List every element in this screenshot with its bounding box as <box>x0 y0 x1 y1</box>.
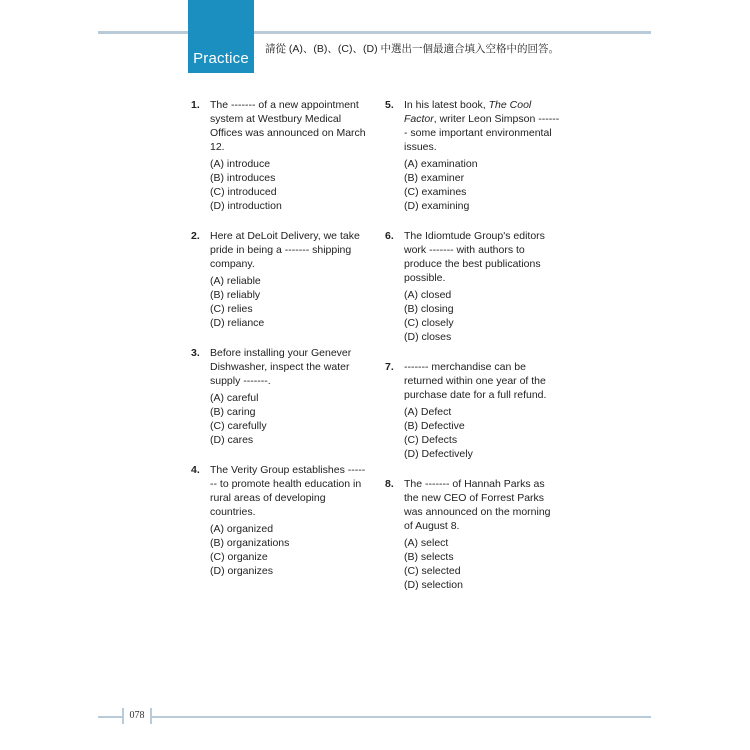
question-number: 2. <box>191 230 200 242</box>
question-stem <box>404 98 560 154</box>
option-a: (A) organized <box>210 523 274 535</box>
question-stem: The ------- of a new appointment system at Westbury Medical Offices was announced on March 12. <box>210 99 366 153</box>
option-a: (A) examination <box>404 158 478 170</box>
question-column-right <box>385 98 560 592</box>
option-d: (D) organizes <box>210 565 274 577</box>
stem-text: , writer Leon Simpson ------- some important environmental issues. <box>404 113 560 153</box>
book-title: The Cool Factor <box>404 99 532 125</box>
option-c: (C) examines <box>404 186 467 198</box>
option-d: (D) closes <box>404 331 452 343</box>
option-c: (C) selected <box>404 565 461 577</box>
option-d: (D) selection <box>404 579 463 591</box>
option-c: (C) closely <box>404 317 454 329</box>
option-a: (A) reliable <box>210 275 261 287</box>
question-number: 4. <box>191 464 200 476</box>
option-a: (A) closed <box>404 289 452 301</box>
option-d: (D) introduction <box>210 200 282 212</box>
question-1 <box>191 98 366 213</box>
question-3 <box>191 346 366 447</box>
question-8 <box>385 477 560 592</box>
question-stem: Before installing your Genever Dishwasher, inspect the water supply -------. <box>210 347 352 387</box>
question-number: 3. <box>191 347 200 359</box>
option-b: (B) reliably <box>210 289 261 301</box>
option-a: (A) select <box>404 537 449 549</box>
page-number: 078 <box>122 708 152 724</box>
practice-tab <box>188 0 254 73</box>
question-column-left <box>191 98 366 578</box>
option-d: (D) reliance <box>210 317 265 329</box>
question-2 <box>191 229 366 330</box>
stem-text: In his latest book, <box>404 99 489 111</box>
option-d: (D) cares <box>210 434 254 446</box>
footer-rule-left <box>98 716 122 718</box>
option-d: (D) examining <box>404 200 470 212</box>
question-stem: The Idiomtude Group's editors work ------- with authors to produce the best publications possible. <box>404 230 545 284</box>
question-stem: The ------- of Hannah Parks as the new CEO of Forrest Parks was announced on the morning of August 8. <box>404 478 551 532</box>
question-6 <box>385 229 560 344</box>
option-b: (B) examiner <box>404 172 465 184</box>
option-c: (C) Defects <box>404 434 458 446</box>
option-b: (B) organizations <box>210 537 290 549</box>
question-number: 6. <box>385 230 394 242</box>
question-number: 8. <box>385 478 394 490</box>
instruction-text: 請從 (A)、(B)、(C)、(D) 中選出一個最適合填入空格中的回答。 <box>265 43 559 55</box>
question-number: 7. <box>385 361 394 373</box>
option-a: (A) introduce <box>210 158 271 170</box>
option-b: (B) introduces <box>210 172 276 184</box>
option-b: (B) closing <box>404 303 454 315</box>
option-c: (C) relies <box>210 303 253 315</box>
option-b: (B) caring <box>210 406 256 418</box>
option-a: (A) Defect <box>404 406 452 418</box>
option-c: (C) introduced <box>210 186 277 198</box>
question-stem: The Verity Group establishes ------- to promote health education in rural areas of developing countries. <box>210 464 366 518</box>
option-b: (B) Defective <box>404 420 465 432</box>
practice-tab-label: Practice <box>193 50 249 67</box>
question-stem: ------- merchandise can be returned within one year of the purchase date for a full refund. <box>404 361 547 401</box>
question-7 <box>385 360 560 461</box>
question-number: 5. <box>385 99 394 111</box>
question-4 <box>191 463 366 578</box>
option-c: (C) organize <box>210 551 268 563</box>
footer-rule-right <box>148 716 651 718</box>
question-5 <box>385 98 560 213</box>
option-a: (A) careful <box>210 392 259 404</box>
question-number: 1. <box>191 99 200 111</box>
header-rule <box>98 31 651 34</box>
option-c: (C) carefully <box>210 420 267 432</box>
question-stem: Here at DeLoit Delivery, we take pride in being a ------- shipping company. <box>210 230 360 270</box>
option-d: (D) Defectively <box>404 448 473 460</box>
option-b: (B) selects <box>404 551 454 563</box>
